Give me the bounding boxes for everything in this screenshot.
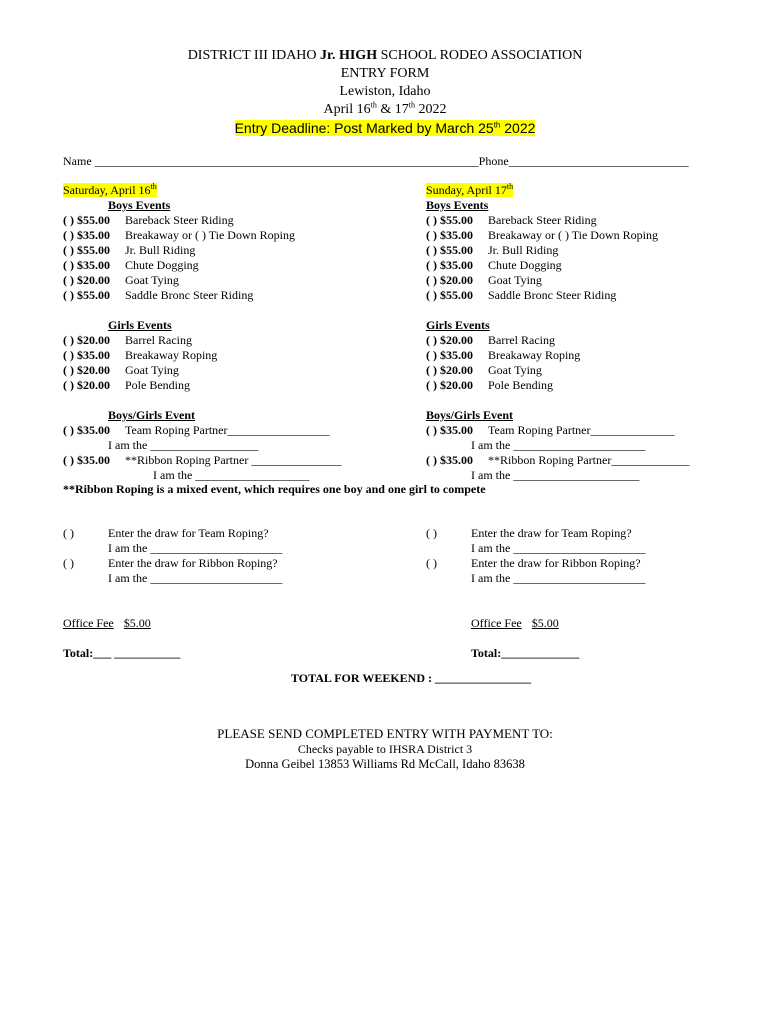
saturday-ribbon-roping-iam[interactable]: I am the ___________________	[153, 468, 310, 482]
saturday-draw-team-iam[interactable]: I am the ______________________	[108, 541, 283, 555]
sunday-girls-item[interactable]: ( ) $20.00 Goat Tying	[426, 363, 542, 377]
sunday-ribbon-roping-iam[interactable]: I am the _____________________	[471, 468, 640, 482]
total-for-weekend[interactable]: TOTAL FOR WEEKEND : ________________	[290, 671, 532, 685]
sunday-girls-item[interactable]: ( ) $20.00 Pole Bending	[426, 378, 553, 392]
saturday-boys-item[interactable]: ( ) $35.00 Chute Dogging	[63, 258, 199, 272]
saturday-draw-ribbon-iam[interactable]: I am the ______________________	[108, 571, 283, 585]
sunday-team-roping[interactable]: ( ) $35.00 Team Roping Partner______________	[426, 423, 675, 437]
saturday-boys-item[interactable]: ( ) $55.00 Saddle Bronc Steer Riding	[63, 288, 254, 302]
saturday-column	[63, 183, 341, 483]
saturday-team-roping[interactable]: ( ) $35.00 Team Roping Partner_________________	[63, 423, 330, 437]
sunday-girls-title: Girls Events	[426, 318, 490, 332]
saturday-girls-item[interactable]: ( ) $20.00 Goat Tying	[63, 363, 179, 377]
saturday-girls-item[interactable]: ( ) $20.00 Barrel Racing	[63, 333, 192, 347]
sunday-draw-team[interactable]: ( ) Enter the draw for Team Roping?	[426, 526, 632, 540]
event-dates: April 16th & 17th 2022	[323, 100, 447, 117]
form-subtitle: ENTRY FORM	[340, 66, 430, 81]
saturday-girls-item[interactable]: ( ) $20.00 Pole Bending	[63, 378, 190, 392]
ribbon-roping-note: **Ribbon Roping is a mixed event, which requires one boy and one girl to compete	[63, 482, 486, 496]
sunday-team-roping-iam[interactable]: I am the ______________________	[471, 438, 646, 452]
saturday-boys-item[interactable]: ( ) $20.00 Goat Tying	[63, 273, 179, 287]
sunday-boys-item[interactable]: ( ) $55.00 Jr. Bull Riding	[426, 243, 559, 257]
saturday-team-roping-iam[interactable]: I am the __________________	[108, 438, 259, 452]
saturday-heading: Saturday, April 16th	[63, 182, 157, 197]
entry-deadline: Entry Deadline: Post Marked by March 25th 2022	[234, 120, 536, 136]
event-location: Lewiston, Idaho	[339, 84, 431, 99]
sunday-ribbon-roping[interactable]: ( ) $35.00 **Ribbon Roping Partner_____________	[426, 453, 690, 467]
sunday-draw-ribbon-iam[interactable]: I am the ______________________	[471, 571, 646, 585]
form-title: DISTRICT III IDAHO Jr. HIGH SCHOOL RODEO ASSOCIATION	[187, 48, 583, 63]
saturday-draw-team[interactable]: ( ) Enter the draw for Team Roping?	[63, 526, 269, 540]
saturday-boys-title: Boys Events	[108, 198, 171, 212]
sunday-draw-ribbon[interactable]: ( ) Enter the draw for Ribbon Roping?	[426, 556, 641, 570]
saturday-total[interactable]: Total:___ ___________	[63, 646, 181, 660]
sunday-boys-item[interactable]: ( ) $35.00 Chute Dogging	[426, 258, 562, 272]
sunday-boys-title: Boys Events	[426, 198, 489, 212]
sunday-total[interactable]: Total:_____________	[471, 646, 580, 660]
sunday-office-fee: Office Fee $5.00	[471, 616, 559, 630]
saturday-boys-item[interactable]: ( ) $55.00 Bareback Steer Riding	[63, 213, 234, 227]
sunday-boys-item[interactable]: ( ) $20.00 Goat Tying	[426, 273, 542, 287]
saturday-girls-title: Girls Events	[108, 318, 172, 332]
sunday-boys-item[interactable]: ( ) $55.00 Saddle Bronc Steer Riding	[426, 288, 617, 302]
checks-payable: Checks payable to IHSRA District 3	[297, 742, 473, 756]
sunday-draw-team-iam[interactable]: I am the ______________________	[471, 541, 646, 555]
sunday-boys-item[interactable]: ( ) $55.00 Bareback Steer Riding	[426, 213, 597, 227]
saturday-draw-ribbon[interactable]: ( ) Enter the draw for Ribbon Roping?	[63, 556, 278, 570]
sunday-boys-item[interactable]: ( ) $35.00 Breakaway or ( ) Tie Down Roping	[426, 228, 658, 242]
saturday-boys-girls-title: Boys/Girls Event	[108, 408, 196, 422]
saturday-girls-item[interactable]: ( ) $35.00 Breakaway Roping	[63, 348, 218, 362]
sunday-heading: Sunday, April 17th	[426, 182, 514, 197]
sunday-girls-item[interactable]: ( ) $20.00 Barrel Racing	[426, 333, 555, 347]
name-phone-field[interactable]: Name ________________________________________________________________Phone______________________________	[63, 154, 689, 168]
saturday-boys-item[interactable]: ( ) $55.00 Jr. Bull Riding	[63, 243, 196, 257]
saturday-draw-section	[63, 526, 282, 586]
send-payment-heading: PLEASE SEND COMPLETED ENTRY WITH PAYMENT TO:	[217, 726, 553, 741]
saturday-office-fee: Office Fee $5.00	[63, 616, 151, 630]
saturday-ribbon-roping[interactable]: ( ) $35.00 **Ribbon Roping Partner _______________	[63, 453, 342, 467]
mailing-address: Donna Geibel 13853 Williams Rd McCall, Idaho 83638	[245, 757, 525, 771]
sunday-girls-item[interactable]: ( ) $35.00 Breakaway Roping	[426, 348, 581, 362]
saturday-boys-item[interactable]: ( ) $35.00 Breakaway or ( ) Tie Down Roping	[63, 228, 295, 242]
sunday-column	[426, 183, 689, 483]
sunday-draw-section	[426, 526, 645, 586]
sunday-boys-girls-title: Boys/Girls Event	[426, 408, 514, 422]
